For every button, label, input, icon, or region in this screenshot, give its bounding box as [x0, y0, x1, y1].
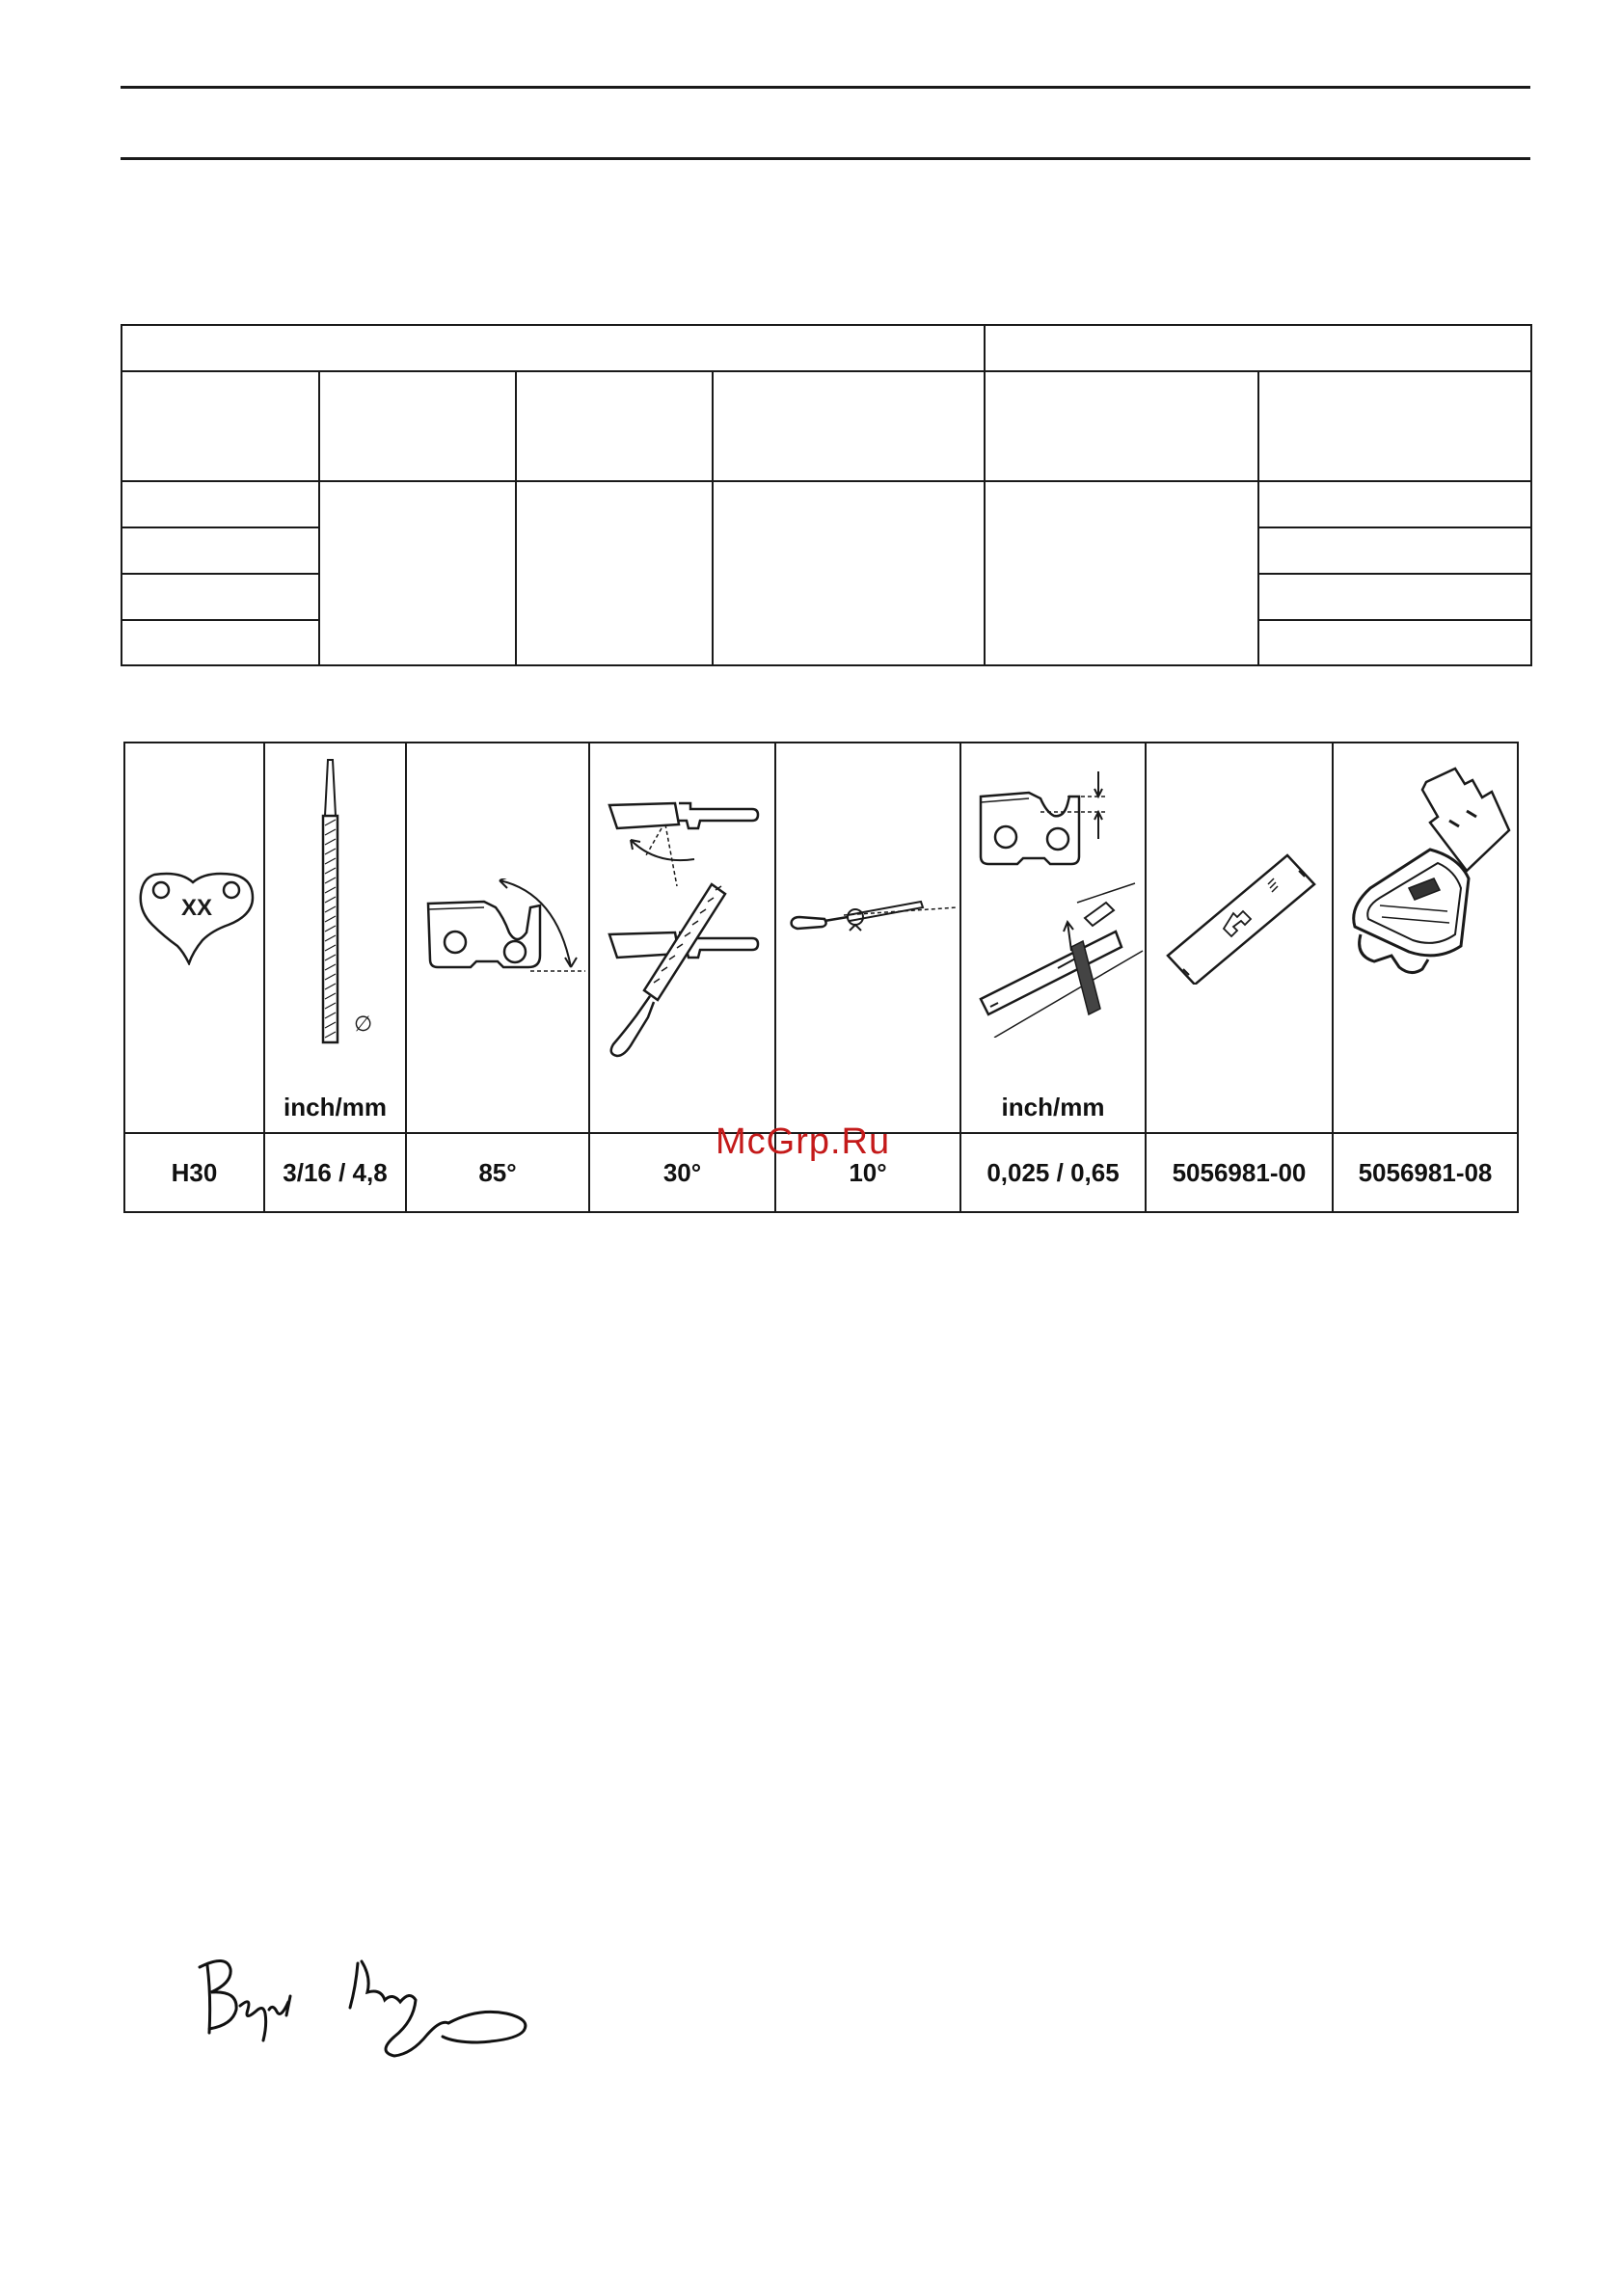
spec-row	[122, 481, 1531, 527]
spec-header-cell	[319, 371, 516, 481]
file-tilt-figure-cell	[775, 743, 960, 1133]
spec-header-cell	[122, 371, 319, 481]
depth-gauge-figure	[971, 758, 1145, 1038]
header-rule-bottom	[121, 157, 1530, 160]
depth-gauge-tool-figure-cell	[1146, 743, 1333, 1133]
signature	[188, 1948, 545, 2083]
spec-cell	[1258, 527, 1531, 574]
spec-merged-cell	[319, 481, 516, 665]
depth-gauge-figure-cell	[960, 743, 1146, 1133]
spec-column-header-row	[122, 371, 1531, 481]
spec-merged-cell	[713, 481, 985, 665]
file-tilt-angle-cell: 10°	[775, 1133, 960, 1212]
spec-group-header-left	[122, 325, 985, 371]
sharpening-figure-row	[124, 743, 1518, 1133]
spec-cell	[1258, 574, 1531, 620]
file-tilt-figure	[786, 888, 959, 946]
top-plate-angle-cell: 85°	[406, 1133, 589, 1212]
depth-gauge-tool-icon	[1164, 850, 1318, 985]
spec-header-cell	[713, 371, 985, 481]
spec-cell	[122, 620, 319, 665]
header-rule-top	[121, 86, 1530, 89]
spec-header-cell	[985, 371, 1258, 481]
top-plate-angle-figure-cell	[406, 743, 589, 1133]
watermark: McGrp.Ru	[716, 1121, 891, 1162]
file-diameter-figure-cell	[264, 743, 406, 1133]
spec-cell	[1258, 620, 1531, 665]
spec-cell	[122, 527, 319, 574]
filing-angle-figure-cell	[589, 743, 775, 1133]
spec-header-cell	[1258, 371, 1531, 481]
spec-cell	[122, 481, 319, 527]
filing-angle-cell: 30°	[589, 1133, 775, 1212]
file-holder-tool-icon	[1341, 763, 1515, 1033]
depth-gauge-cell: 0,025 / 0,65	[960, 1133, 1146, 1212]
cutter-figure-cell	[124, 743, 264, 1133]
cutter-code-cell: H30	[124, 1133, 264, 1212]
gauge-part-number-cell: 5056981-00	[1146, 1133, 1333, 1212]
file-unit-label: inch/mm	[284, 1093, 387, 1121]
spec-group-header-row	[122, 325, 1531, 371]
spec-cell	[122, 574, 319, 620]
file-diameter-cell: 3/16 / 4,8	[264, 1133, 406, 1212]
spec-cell	[1258, 481, 1531, 527]
top-plate-angle-figure	[417, 878, 585, 985]
filing-angle-figure	[608, 790, 762, 1069]
cutter-marking-figure	[137, 869, 257, 965]
holder-part-number-cell: 5056981-08	[1333, 1133, 1518, 1212]
round-file-icon	[304, 758, 381, 1047]
specification-table	[121, 324, 1532, 666]
cutter-marking-label: XX	[180, 895, 213, 921]
depth-unit-label: inch/mm	[1001, 1093, 1105, 1121]
spec-merged-cell	[516, 481, 713, 665]
spec-group-header-right	[985, 325, 1531, 371]
spec-header-cell	[516, 371, 713, 481]
spec-merged-cell	[985, 481, 1258, 665]
file-holder-figure-cell	[1333, 743, 1518, 1133]
diameter-symbol: ∅	[354, 1013, 373, 1037]
